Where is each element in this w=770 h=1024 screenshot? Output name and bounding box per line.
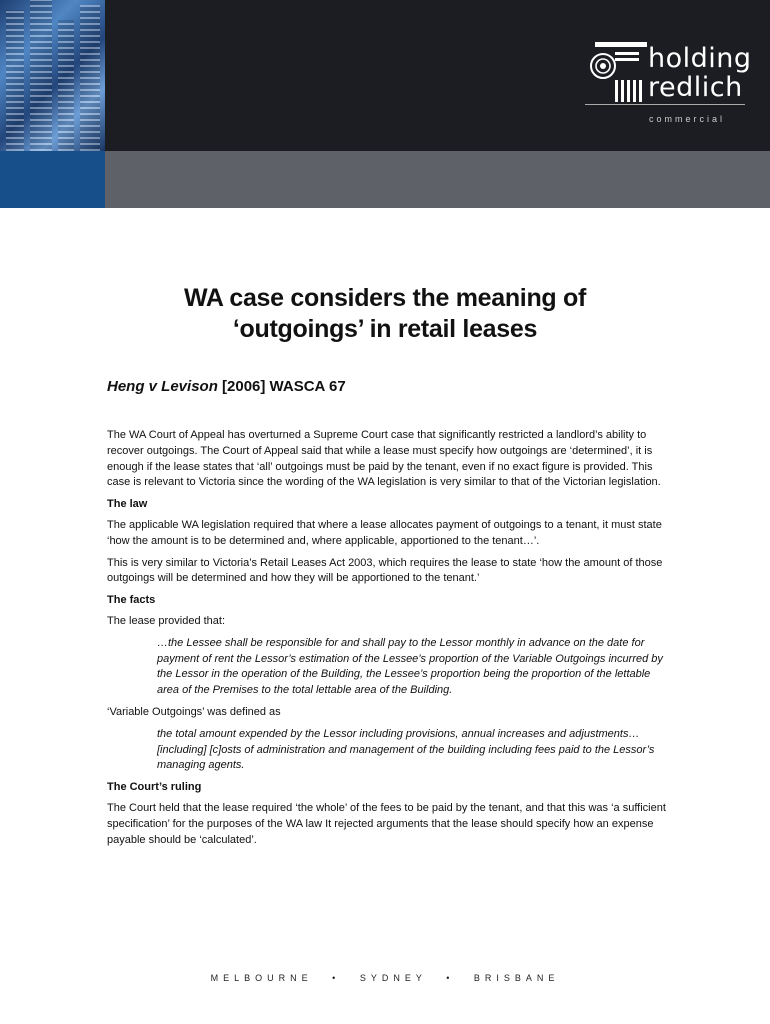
logo-redlich: redlich [648, 72, 743, 103]
facts-heading: The facts [107, 594, 156, 607]
title-line-1: WA case considers the meaning of [183, 284, 587, 312]
article-body [107, 428, 667, 854]
facts-quote-1: …the Lessee shall be responsible for and shall pay to the Lessor monthly in advance on the date for payment of rent the Lessor’s estimation of the Lessee’s proportion of the Variable Outgoings incurred by the Lessor in the operation of the Building, the Lessee’s proportion being the proportion of the lettable area of the Premises to the total lettable area of the Building. [157, 636, 663, 697]
logo-holding: holding [648, 43, 752, 74]
footer-offices [0, 973, 770, 983]
law-paragraph-2: This is very similar to Victoria’s Retail Leases Act 2003, which requires the lease to state ‘how the amount of those outgoings will be determined and how they will be apportioned to the tenant.’ [107, 556, 663, 585]
logo-commercial: commercial [649, 114, 726, 124]
case-name: Heng v Levison [107, 378, 218, 395]
footer-city-melbourne: MELBOURNE [210, 973, 313, 983]
title-line-2: ‘outgoings’ in retail leases [232, 315, 538, 343]
footer-separator: • [332, 973, 341, 983]
intro-paragraph: The WA Court of Appeal has overturned a Supreme Court case that significantly restricted a landlord’s ability to recover outgoings. The Court of Appeal said that while a lease must specify how outgoings are ‘determined’, it is enough if the lease states that ‘all’ outgoings must be paid by the tenant, even if no exact figure is provided. This case is relevant to Victoria since the wording of the WA legislation is very similar to that of the Victorian legislation. [107, 429, 661, 489]
law-paragraph-1: The applicable WA legislation required that where a lease allocates payment of outgoings to a tenant, it must state ‘how the amount is to be determined and, where applicable, apportioned to the tenant…’. [107, 518, 662, 547]
footer-city-brisbane: BRISBANE [473, 973, 560, 983]
facts-paragraph-1: The lease provided that: [107, 614, 226, 627]
case-reference: [2006] WASCA 67 [217, 378, 346, 395]
header-photo [0, 0, 105, 151]
facts-quote-2: the total amount expended by the Lessor including provisions, annual increases and adjustments…[including] [c]osts of administration and management of the building including fees paid to the Lessor’s managing agents. [157, 727, 655, 772]
footer-city-sydney: SYDNEY [359, 973, 427, 983]
footer-separator: • [446, 973, 455, 983]
header-grey-band [0, 151, 770, 208]
ruling-heading: The Court’s ruling [107, 781, 202, 794]
logo-divider [585, 104, 745, 105]
ruling-paragraph: The Court held that the lease required ‘the whole’ of the fees to be paid by the tenant, and that this was ‘a sufficient specification’ for the purposes of the WA law It rejected arguments that the lease should specify how an expense payable should be ‘calculated’. [107, 801, 666, 846]
case-citation [107, 378, 346, 395]
law-heading: The law [107, 498, 148, 511]
article-title [0, 283, 770, 345]
header-blue-block [0, 151, 105, 208]
facts-paragraph-2: ‘Variable Outgoings’ was defined as [107, 705, 281, 718]
